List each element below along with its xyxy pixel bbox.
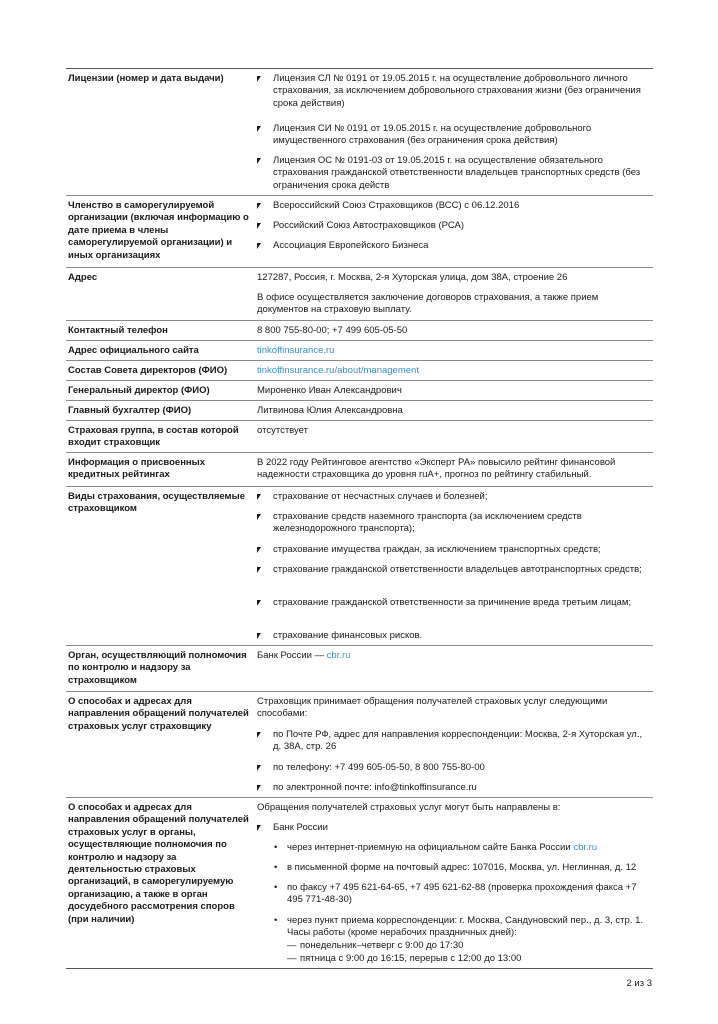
accountant-value: Литвинова Юлия Александровна <box>257 405 403 416</box>
bullet-marker-icon <box>257 765 261 771</box>
ceo-label: Генеральный директор (ФИО) <box>68 385 210 396</box>
site-link[interactable]: tinkoffinsurance.ru <box>257 345 335 356</box>
regulator-value: Банк России — cbr.ru <box>257 650 351 661</box>
bullet-marker-icon <box>257 126 261 132</box>
bullet-marker-icon <box>257 514 261 520</box>
bank-sub-item: • в письменной форме на почтовый адрес: 107016, Москва, ул. Неглинная, д. 12 <box>274 862 652 874</box>
rating-value: В 2022 году Рейтинговое агентство «Эксперт РА» повысило рейтинг финансовой надежности страховщика до уровня ruA+, прогноз по рейтингу стабильный. <box>257 457 616 481</box>
row-divider <box>66 400 653 401</box>
bank-item: Банк России <box>257 822 652 834</box>
row-divider <box>66 360 653 361</box>
bullet-marker-icon <box>257 600 261 606</box>
bullet-marker-icon <box>257 158 261 164</box>
row-divider <box>66 195 653 196</box>
group-label: Страховая группа, в состав которой входит страховщик <box>68 425 239 449</box>
bullet-marker-icon <box>257 243 261 249</box>
row-divider <box>66 340 653 341</box>
license-item: Лицензия СИ № 0191 от 19.05.2015 г. на осуществление добровольного имущественного страхования (без ограничения срока действия) <box>257 123 652 148</box>
contact-methods-intro: Страховщик принимает обращения получателей страховых услуг следующими способами: <box>257 696 608 720</box>
membership-item: Ассоциация Европейского Бизнеса <box>257 240 652 252</box>
phone-label: Контактный телефон <box>68 325 168 336</box>
row-divider <box>66 380 653 381</box>
bank-sub-item: • через интернет-приемную на официальном сайте Банка России cbr.ru <box>274 842 652 854</box>
address-label: Адрес <box>68 272 98 283</box>
contact-item: по электронной почте: info@tinkoffinsurance.ru <box>257 782 652 794</box>
license-item: Лицензия СЛ № 0191 от 19.05.2015 г. на осуществление добровольного личного страхования, за исключением добровольного страхования жизни (без ограничения срока действия) <box>257 73 652 110</box>
supervisory-label: О способах и адресах для направления обращений получателей страховых услуг в органы, осуществляющие полномочия по контролю и надзору за деятельностью страховых организаций, в саморегулируемую организацию, а также в орган досудебного рассмотрения споров (при наличии) <box>68 802 249 925</box>
page-number: 2 из 3 <box>626 978 652 989</box>
row-divider <box>66 452 653 453</box>
bullet-marker-icon <box>257 567 261 573</box>
bottom-rule <box>66 968 653 969</box>
bullet-marker-icon <box>257 203 261 209</box>
row-divider <box>66 797 653 798</box>
bullet-marker-icon <box>257 633 261 639</box>
hours-line: — понедельник–четверг с 9:00 до 17:30 <box>287 940 652 952</box>
bank-sub-item: • через пункт приема корреспонденции: г. Москва, Сандуновский пер., д. 3, стр. 1. Часы работы (кроме нерабочих праздничных дней): <box>274 915 652 940</box>
row-divider <box>66 320 653 321</box>
rating-label: Информация о присвоенных кредитных рейтингах <box>68 457 206 481</box>
types-item: страхование гражданской ответственности за причинение вреда третьим лицам; <box>257 597 652 609</box>
types-item: страхование от несчастных случаев и болезней; <box>257 491 652 503</box>
site-label: Адрес официального сайта <box>68 345 199 356</box>
types-item: страхование средств наземного транспорта (за исключением средств железнодорожного транспорта); <box>257 511 652 536</box>
row-divider <box>66 267 653 268</box>
row-divider <box>66 691 653 692</box>
membership-label: Членство в саморегулируемой организации (включая информацию о дате приема в члены саморегулируемой организации) и иных организациях <box>68 200 249 261</box>
address-note: В офисе осуществляется заключение договоров страхования, а также прием документов на страховую выплату. <box>257 292 599 316</box>
top-rule <box>66 68 653 69</box>
types-label: Виды страхования, осуществляемые страховщиком <box>68 491 245 515</box>
group-value: отсутствует <box>257 425 308 436</box>
bullet-marker-icon <box>257 76 261 82</box>
bullet-marker-icon <box>257 825 261 831</box>
types-item: страхование финансовых рисков. <box>257 630 652 642</box>
bank-sub-item: • по факсу +7 495 621-64-65, +7 495 621-62-88 (проверка прохождения факса +7 495 771-48-30) <box>274 882 652 907</box>
supervisory-intro: Обращения получателей страховых услуг могут быть направлены в: <box>257 802 561 813</box>
row-divider <box>66 486 653 487</box>
row-divider <box>66 645 653 646</box>
membership-item: Российский Союз Автостраховщиков (РСА) <box>257 220 652 232</box>
bullet-marker-icon <box>257 494 261 500</box>
address-value: 127287, Россия, г. Москва, 2-я Хуторская улица, дом 38А, строение 26 <box>257 272 568 283</box>
ceo-value: Мироненко Иван Александрович <box>257 385 402 396</box>
licenses-label: Лицензии (номер и дата выдачи) <box>68 73 224 84</box>
bullet-marker-icon <box>257 223 261 229</box>
board-label: Состав Совета директоров (ФИО) <box>68 365 228 376</box>
accountant-label: Главный бухгалтер (ФИО) <box>68 405 192 416</box>
hours-line: — пятница с 9:00 до 16:15, перерыв с 12:00 до 13:00 <box>287 953 652 965</box>
bullet-marker-icon <box>257 732 261 738</box>
phone-value: 8 800 755-80-00; +7 499 605-05-50 <box>257 325 408 336</box>
regulator-label: Орган, осуществляющий полномочия по контролю и надзору за страховщиком <box>68 650 247 686</box>
cbr-link[interactable]: cbr.ru <box>326 650 351 661</box>
cbr-link[interactable]: cbr.ru <box>573 842 598 853</box>
board-link[interactable]: tinkoffinsurance.ru/about/management <box>257 365 419 376</box>
bullet-marker-icon <box>257 785 261 791</box>
types-item: страхование гражданской ответственности владельцев автотранспортных средств; <box>257 564 652 576</box>
bullet-marker-icon <box>257 547 261 553</box>
contact-item: по телефону: +7 499 605-05-50, 8 800 755-80-00 <box>257 762 652 774</box>
contact-methods-label: О способах и адресах для направления обращений получателей страховых услуг страховщику <box>68 696 249 732</box>
row-divider <box>66 420 653 421</box>
types-item: страхование имущества граждан, за исключением транспортных средств; <box>257 544 652 556</box>
license-item: Лицензия ОС № 0191-03 от 19.05.2015 г. на осуществление обязательного страхования гражданской ответственности владельцев транспортных средств (без ограничения срока действ <box>257 155 652 192</box>
contact-item: по Почте РФ, адрес для направления корреспонденции: Москва, 2-я Хуторская ул., д. 38А, стр. 26 <box>257 729 652 754</box>
membership-item: Всероссийский Союз Страховщиков (ВСС) с 06.12.2016 <box>257 200 652 212</box>
